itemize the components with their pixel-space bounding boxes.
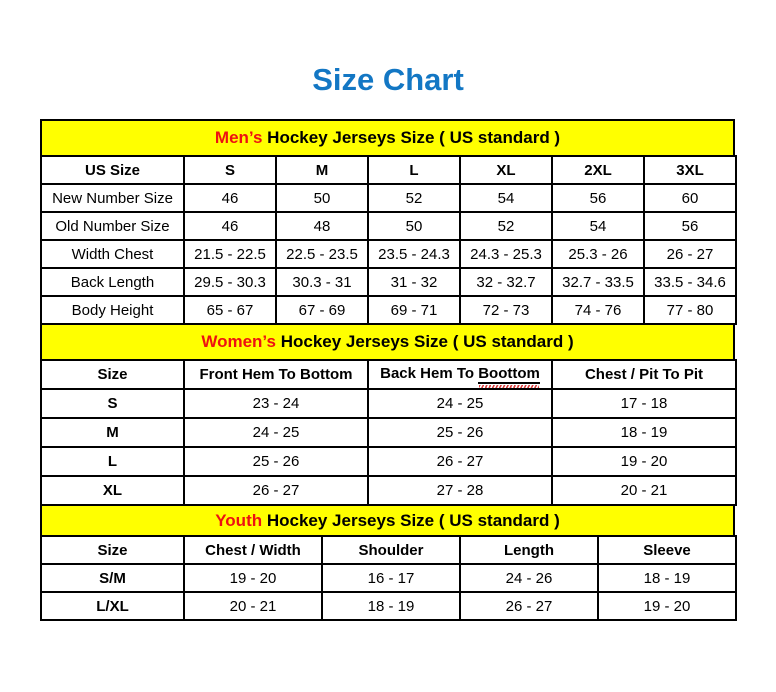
value-cell: 22.5 - 23.5: [276, 240, 368, 268]
column-header-cell: Shoulder: [322, 536, 460, 564]
value-cell: 23.5 - 24.3: [368, 240, 460, 268]
value-cell: 69 - 71: [368, 296, 460, 324]
band-accent-womens: Women’s: [201, 332, 276, 351]
mens-size-table: [40, 155, 737, 325]
value-cell: 60: [644, 184, 736, 212]
value-cell: 52: [460, 212, 552, 240]
section-band-youth: [40, 504, 735, 537]
value-cell: 25 - 26: [368, 418, 552, 447]
corner-header-cell: US Size: [41, 156, 184, 184]
value-cell: 20 - 21: [552, 476, 736, 505]
value-cell: 48: [276, 212, 368, 240]
value-cell: 18 - 19: [598, 564, 736, 592]
header-row: [41, 360, 736, 389]
table-row: [41, 476, 736, 505]
value-cell: 24.3 - 25.3: [460, 240, 552, 268]
table-row: [41, 447, 736, 476]
band-text-youth: Hockey Jerseys Size ( US standard ): [262, 510, 560, 530]
row-label: Body Height: [41, 296, 184, 324]
column-header-cell: 3XL: [644, 156, 736, 184]
row-label: M: [41, 418, 184, 447]
column-header-cell: Sleeve: [598, 536, 736, 564]
value-cell: 72 - 73: [460, 296, 552, 324]
value-cell: 33.5 - 34.6: [644, 268, 736, 296]
value-cell: 19 - 20: [552, 447, 736, 476]
value-cell: 26 - 27: [460, 592, 598, 620]
value-cell: 19 - 20: [184, 564, 322, 592]
band-text-womens: Hockey Jerseys Size ( US standard ): [275, 332, 574, 351]
table-row: [41, 212, 736, 240]
row-label: Back Length: [41, 268, 184, 296]
section-womens: [40, 323, 735, 506]
value-cell: 21.5 - 22.5: [184, 240, 276, 268]
column-header-cell: XL: [460, 156, 552, 184]
row-label: L: [41, 447, 184, 476]
band-text-mens: Hockey Jerseys Size ( US standard ): [262, 128, 561, 147]
column-header-cell: S: [184, 156, 276, 184]
column-header-cell: 2XL: [552, 156, 644, 184]
row-label: Old Number Size: [41, 212, 184, 240]
header-row: [41, 156, 736, 184]
value-cell: 18 - 19: [552, 418, 736, 447]
value-cell: 56: [644, 212, 736, 240]
value-cell: 31 - 32: [368, 268, 460, 296]
row-label: S: [41, 389, 184, 418]
value-cell: 56: [552, 184, 644, 212]
value-cell: 74 - 76: [552, 296, 644, 324]
value-cell: 29.5 - 30.3: [184, 268, 276, 296]
column-header-cell: Chest / Width: [184, 536, 322, 564]
column-header-cell: M: [276, 156, 368, 184]
value-cell: 26 - 27: [184, 476, 368, 505]
section-mens: [40, 119, 735, 325]
section-band-mens: [40, 119, 735, 157]
value-cell: 32 - 32.7: [460, 268, 552, 296]
value-cell: 17 - 18: [552, 389, 736, 418]
womens-size-table: [40, 359, 737, 506]
value-cell: 16 - 17: [322, 564, 460, 592]
value-cell: 24 - 25: [368, 389, 552, 418]
value-cell: 32.7 - 33.5: [552, 268, 644, 296]
page-title: Size Chart: [312, 62, 464, 97]
value-cell: 24 - 25: [184, 418, 368, 447]
value-cell: 23 - 24: [184, 389, 368, 418]
value-cell: 50: [276, 184, 368, 212]
table-row: [41, 418, 736, 447]
value-cell: 26 - 27: [644, 240, 736, 268]
value-cell: 46: [184, 212, 276, 240]
table-row: [41, 184, 736, 212]
row-label: S/M: [41, 564, 184, 592]
row-label: L/XL: [41, 592, 184, 620]
column-header-cell: Chest / Pit To Pit: [552, 360, 736, 389]
column-header-cell: L: [368, 156, 460, 184]
value-cell: 67 - 69: [276, 296, 368, 324]
band-accent-mens: Men’s: [214, 128, 263, 147]
value-cell: 19 - 20: [598, 592, 736, 620]
value-cell: 30.3 - 31: [276, 268, 368, 296]
value-cell: 54: [460, 184, 552, 212]
value-cell: 26 - 27: [368, 447, 552, 476]
band-accent-youth: Youth: [215, 510, 263, 530]
corner-header-cell: Size: [41, 536, 184, 564]
value-cell: 18 - 19: [322, 592, 460, 620]
header-row: [41, 536, 736, 564]
table-row: [41, 240, 736, 268]
youth-size-table: [40, 535, 737, 621]
table-row: [41, 389, 736, 418]
value-cell: 25.3 - 26: [552, 240, 644, 268]
value-cell: 54: [552, 212, 644, 240]
corner-header-cell: Size: [41, 360, 184, 389]
value-cell: 77 - 80: [644, 296, 736, 324]
value-cell: 20 - 21: [184, 592, 322, 620]
table-row: [41, 296, 736, 324]
table-row: [41, 268, 736, 296]
table-row: [41, 564, 736, 592]
misspelled-word: Boottom: [478, 365, 540, 384]
value-cell: 27 - 28: [368, 476, 552, 505]
value-cell: 50: [368, 212, 460, 240]
column-header-cell: Front Hem To Bottom: [184, 360, 368, 389]
column-header-cell: Length: [460, 536, 598, 564]
value-cell: 46: [184, 184, 276, 212]
value-cell: 25 - 26: [184, 447, 368, 476]
value-cell: 52: [368, 184, 460, 212]
value-cell: 24 - 26: [460, 564, 598, 592]
column-header-cell: Back Hem To Boottom: [368, 360, 552, 389]
value-cell: 65 - 67: [184, 296, 276, 324]
row-label: New Number Size: [41, 184, 184, 212]
section-band-womens: [40, 323, 735, 361]
size-tables: [40, 119, 735, 621]
section-youth: [40, 504, 735, 621]
row-label: XL: [41, 476, 184, 505]
table-row: [41, 592, 736, 620]
row-label: Width Chest: [41, 240, 184, 268]
